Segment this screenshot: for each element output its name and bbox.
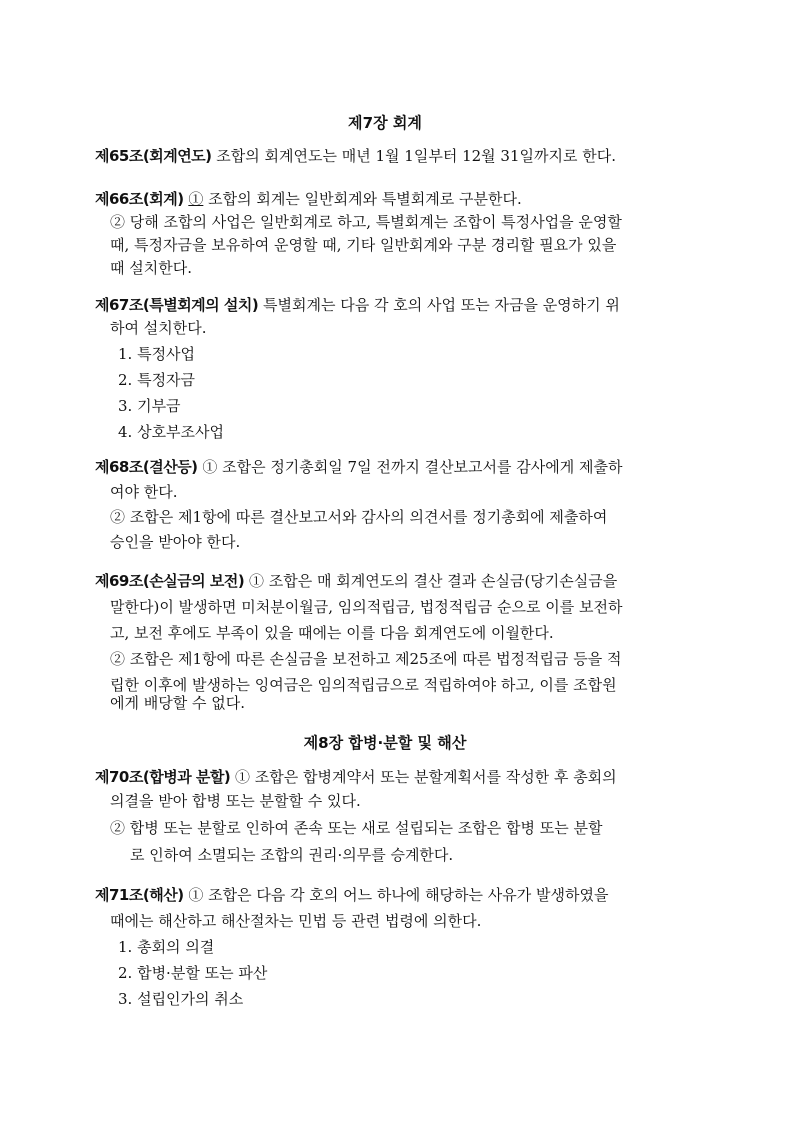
article-71-item-2: 2. 합병·분할 또는 파산 [118, 964, 268, 982]
article-69-line-2: 말한다)이 발생하면 미처분이월금, 임의적립금, 법정적립금 순으로 이를 보전하 [110, 598, 623, 616]
article-67-item-3: 3. 기부금 [118, 397, 181, 415]
article-66-para-1-mark: ① [188, 190, 204, 208]
article-67-item-2: 2. 특정자금 [118, 371, 196, 389]
article-71-item-1: 1. 총회의 의결 [118, 938, 215, 956]
article-70-line-2: 의결을 받아 합병 또는 분할할 수 있다. [110, 792, 361, 810]
article-69-para-2-line-3: 에게 배당할 수 없다. [110, 694, 245, 712]
article-68-heading: 제68조(결산등) [95, 458, 198, 476]
article-68-para-2-line-1: ② 조합은 제1항에 따른 결산보고서와 감사의 의견서를 정기총회에 제출하여 [110, 508, 608, 526]
article-70-para-2-line-1: ② 합병 또는 분할로 인하여 존속 또는 새로 설립되는 조합은 합병 또는 분할 [110, 819, 603, 837]
article-68-para-2-line-2: 승인을 받아야 한다. [110, 533, 241, 551]
article-70 [95, 766, 617, 788]
article-68 [95, 456, 623, 478]
article-70-para-2-line-2: 로 인하여 소멸되는 조합의 권리·의무를 승계한다. [130, 846, 454, 864]
article-68-text: ① 조합은 정기총회일 7일 전까지 결산보고서를 감사에게 제출하 [197, 458, 623, 476]
article-69-para-2-line-2: 립한 이후에 발생하는 잉여금은 임의적립금으로 적립하여야 하고, 이를 조합원 [110, 676, 617, 694]
article-69 [95, 570, 617, 592]
article-65 [95, 145, 616, 167]
article-66-para-1-text: 조합의 회계는 일반회계와 특별회계로 구분한다. [203, 190, 522, 208]
article-71-text: ① 조합은 다음 각 호의 어느 하나에 해당하는 사유가 발생하였을 [183, 886, 609, 904]
article-71-line-2: 때에는 해산하고 해산절차는 민법 등 관련 법령에 의한다. [110, 912, 482, 930]
article-67-text: 특별회계는 다음 각 호의 사업 또는 자금을 운영하기 위 [258, 296, 620, 314]
article-71 [95, 884, 608, 906]
article-65-heading: 제65조(회계연도) [95, 147, 212, 165]
article-67-heading: 제67조(특별회계의 설치) [95, 296, 259, 314]
article-71-heading: 제71조(해산) [95, 886, 184, 904]
chapter-7-title: 제7장 회계 [348, 114, 422, 132]
article-66-heading: 제66조(회계) [95, 190, 184, 208]
article-69-para-2-line-1: ② 조합은 제1항에 따른 손실금을 보전하고 제25조에 따른 법정적립금 등을 적 [110, 650, 622, 668]
article-66-para-2-line-2: 때, 특정자금을 보유하여 운영할 때, 기타 일반회계와 구분 경리할 필요가 있을 [110, 236, 617, 254]
article-66-para-2-line-3: 때 설치한다. [110, 259, 192, 277]
article-69-text: ① 조합은 매 회계연도의 결산 결과 손실금(당기손실금을 [244, 572, 618, 590]
article-66 [95, 188, 522, 210]
article-70-text: ① 조합은 합병계약서 또는 분할계획서를 작성한 후 총회의 [230, 768, 617, 786]
article-70-heading: 제70조(합병과 분할) [95, 768, 231, 786]
article-68-line-2: 여야 한다. [110, 483, 178, 501]
article-67-item-1: 1. 특정사업 [118, 345, 196, 363]
article-67-line-2: 하여 설치한다. [110, 319, 207, 337]
article-65-text: 조합의 회계연도는 매년 1월 1일부터 12월 31일까지로 한다. [211, 147, 616, 165]
article-69-heading: 제69조(손실금의 보전) [95, 572, 245, 590]
article-67-item-4: 4. 상호부조사업 [118, 423, 225, 441]
article-69-line-3: 고, 보전 후에도 부족이 있을 때에는 이를 다음 회계연도에 이월한다. [110, 624, 554, 642]
article-71-item-3: 3. 설립인가의 취소 [118, 990, 244, 1008]
chapter-8-title: 제8장 합병·분할 및 해산 [303, 734, 467, 752]
article-66-para-2-line-1: ② 당해 조합의 사업은 일반회계로 하고, 특별회계는 조합이 특정사업을 운영할 [110, 213, 622, 231]
article-67 [95, 294, 620, 316]
